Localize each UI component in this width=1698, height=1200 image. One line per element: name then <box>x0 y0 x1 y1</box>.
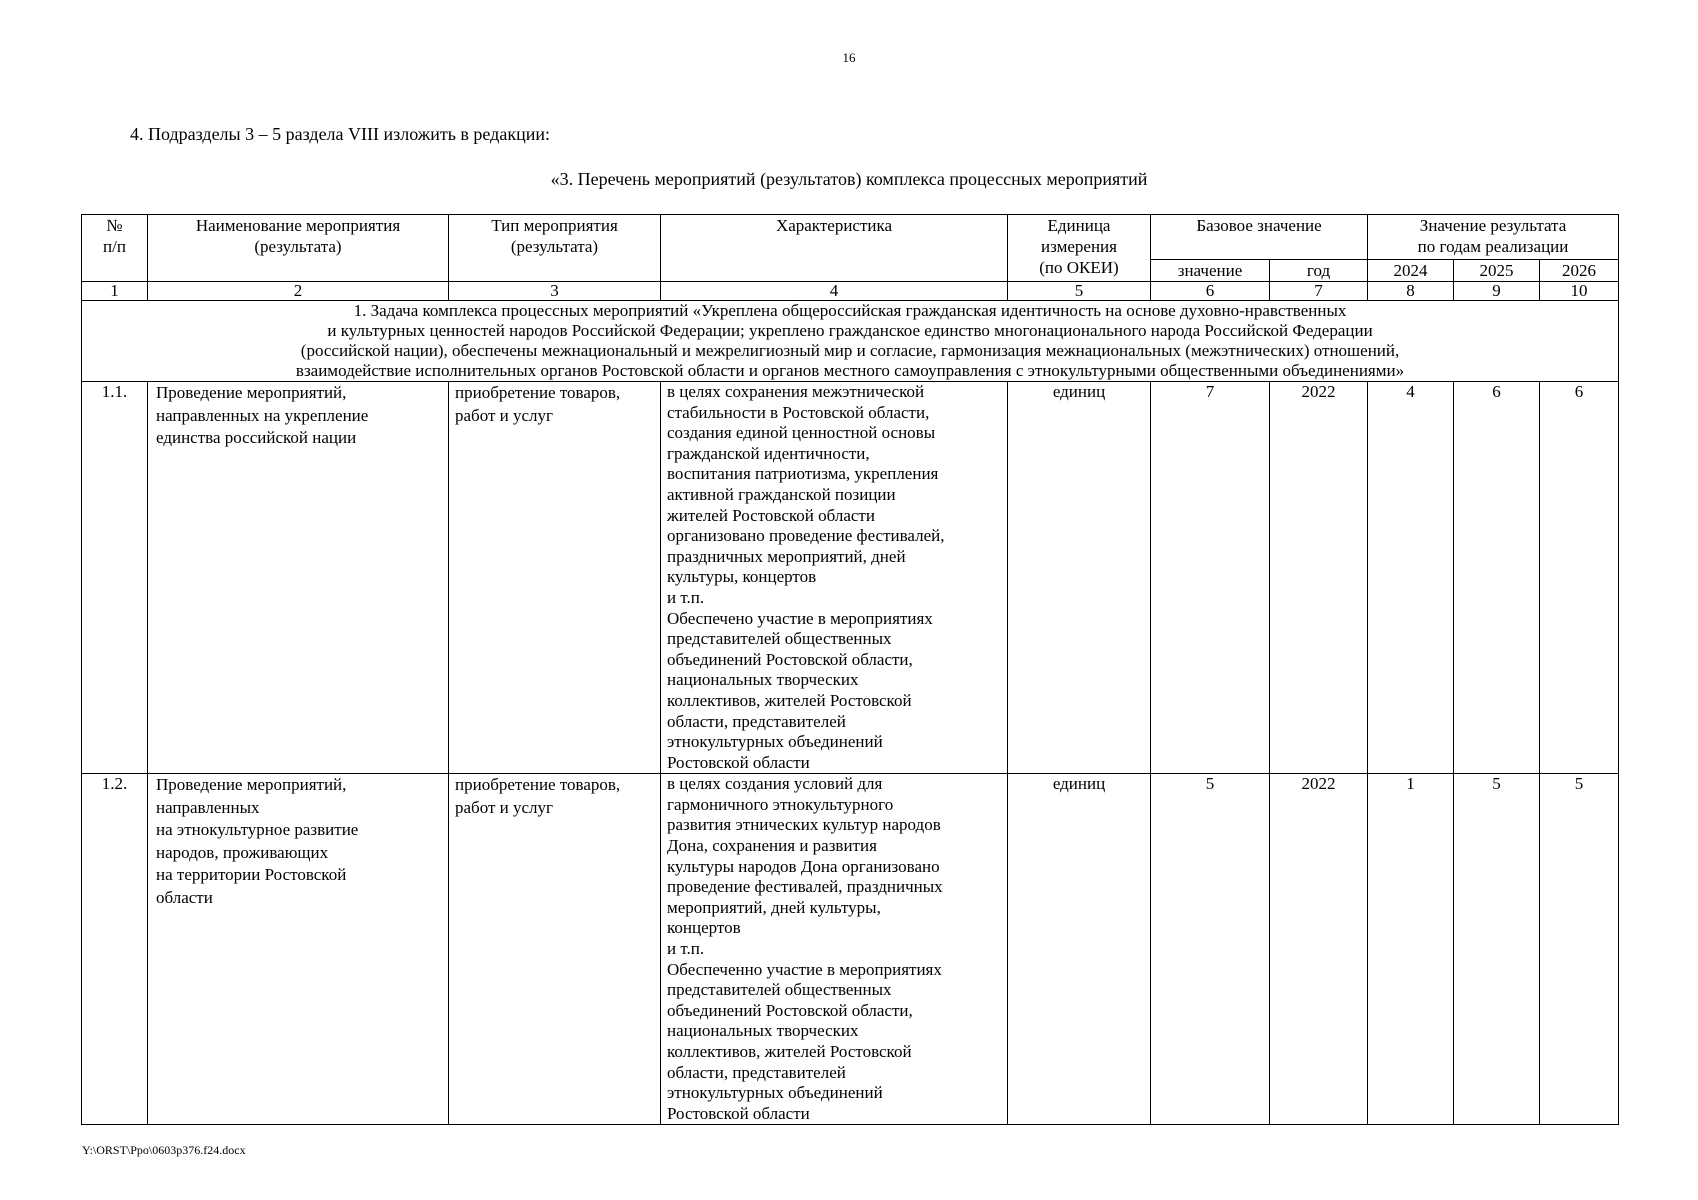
column-number: 8 <box>1368 282 1454 301</box>
header-year-2026: 2026 <box>1540 260 1619 282</box>
row-type: приобретение товаров, работ и услуг <box>449 382 661 774</box>
row-type: приобретение товаров, работ и услуг <box>449 774 661 1125</box>
row-num: 1.1. <box>82 382 148 774</box>
header-type: Тип мероприятия (результата) <box>449 215 661 282</box>
row-value-2025: 5 <box>1454 774 1540 1125</box>
section-heading: «3. Перечень мероприятий (результатов) комплекса процессных мероприятий <box>550 169 1148 189</box>
column-number: 1 <box>82 282 148 301</box>
table-row <box>82 382 1619 774</box>
row-characteristic: в целях создания условий для гармоничного этнокультурного развития этнических культур народов Дона, сохранения и развития культуры народов Дона организовано проведение фестивалей, праздничных мероприятий, дней культуры, концертов и т.п. Обеспеченно участие в мероприятиях представителей общественных объединений Ростовской области, национальных творческих коллективов, жителей Ростовской области, представителей этнокультурных объединений Ростовской области <box>661 774 1008 1125</box>
header-row-1 <box>82 215 1619 260</box>
column-number: 5 <box>1008 282 1151 301</box>
measures-table <box>81 214 1619 1125</box>
row-value-2024: 4 <box>1368 382 1454 774</box>
header-year-2025: 2025 <box>1454 260 1540 282</box>
header-result-value: Значение результата по годам реализации <box>1368 215 1619 260</box>
row-name: Проведение мероприятий, направленных на укрепление единства российской нации <box>148 382 449 774</box>
intro-text: 4. Подразделы 3 – 5 раздела VIII изложить в редакции: <box>130 124 550 144</box>
row-base-value: 5 <box>1151 774 1270 1125</box>
column-number: 6 <box>1151 282 1270 301</box>
column-number: 7 <box>1270 282 1368 301</box>
column-number: 4 <box>661 282 1008 301</box>
row-unit: единиц <box>1008 382 1151 774</box>
header-characteristic: Характеристика <box>661 215 1008 282</box>
row-base-value: 7 <box>1151 382 1270 774</box>
header-year-2024: 2024 <box>1368 260 1454 282</box>
header-num: № п/п <box>82 215 148 282</box>
task-row <box>82 301 1619 382</box>
row-base-year: 2022 <box>1270 774 1368 1125</box>
header-name: Наименование мероприятия (результата) <box>148 215 449 282</box>
page-number: 16 <box>842 50 856 65</box>
table-row <box>82 774 1619 1125</box>
column-number: 2 <box>148 282 449 301</box>
column-number-row <box>82 282 1619 301</box>
header-base-value-value: значение <box>1151 260 1270 282</box>
row-num: 1.2. <box>82 774 148 1125</box>
row-characteristic: в целях сохранения межэтнической стабильности в Ростовской области, создания единой ценностной основы гражданской идентичности, воспитания патриотизма, укрепления активной гражданской позиции жителей Ростовской области организовано проведение фестивалей, праздничных мероприятий, дней культуры, концертов и т.п. Обеспечено участие в мероприятиях представителей общественных объединений Ростовской области, национальных творческих коллективов, жителей Ростовской области, представителей этнокультурных объединений Ростовской области <box>661 382 1008 774</box>
header-unit: Единица измерения (по ОКЕИ) <box>1008 215 1151 282</box>
column-number: 9 <box>1454 282 1540 301</box>
footer-file-path: Y:\ORST\Ppo\0603p376.f24.docx <box>82 1143 246 1157</box>
row-name: Проведение мероприятий, направленных на этнокультурное развитие народов, проживающих на территории Ростовской области <box>148 774 449 1125</box>
row-value-2026: 6 <box>1540 382 1619 774</box>
row-value-2024: 1 <box>1368 774 1454 1125</box>
row-unit: единиц <box>1008 774 1151 1125</box>
header-base-value: Базовое значение <box>1151 215 1368 260</box>
header-base-value-year: год <box>1270 260 1368 282</box>
column-number: 3 <box>449 282 661 301</box>
column-number: 10 <box>1540 282 1619 301</box>
row-value-2025: 6 <box>1454 382 1540 774</box>
row-base-year: 2022 <box>1270 382 1368 774</box>
row-value-2026: 5 <box>1540 774 1619 1125</box>
task-text: 1. Задача комплекса процессных мероприятий «Укреплена общероссийская гражданская идентичность на основе духовно-нравственных и культурных ценностей народов Российской Федерации; укреплено гражданское единство многонационального народа Российской Федерации (российской нации), обеспечены межнациональный и межрелигиозный мир и согласие, гармонизация межнациональных (межэтнических) отношений, взаимодействие исполнительных органов Ростовской области и органов местного самоуправления с этнокультурными общественными объединениями» <box>82 301 1619 382</box>
